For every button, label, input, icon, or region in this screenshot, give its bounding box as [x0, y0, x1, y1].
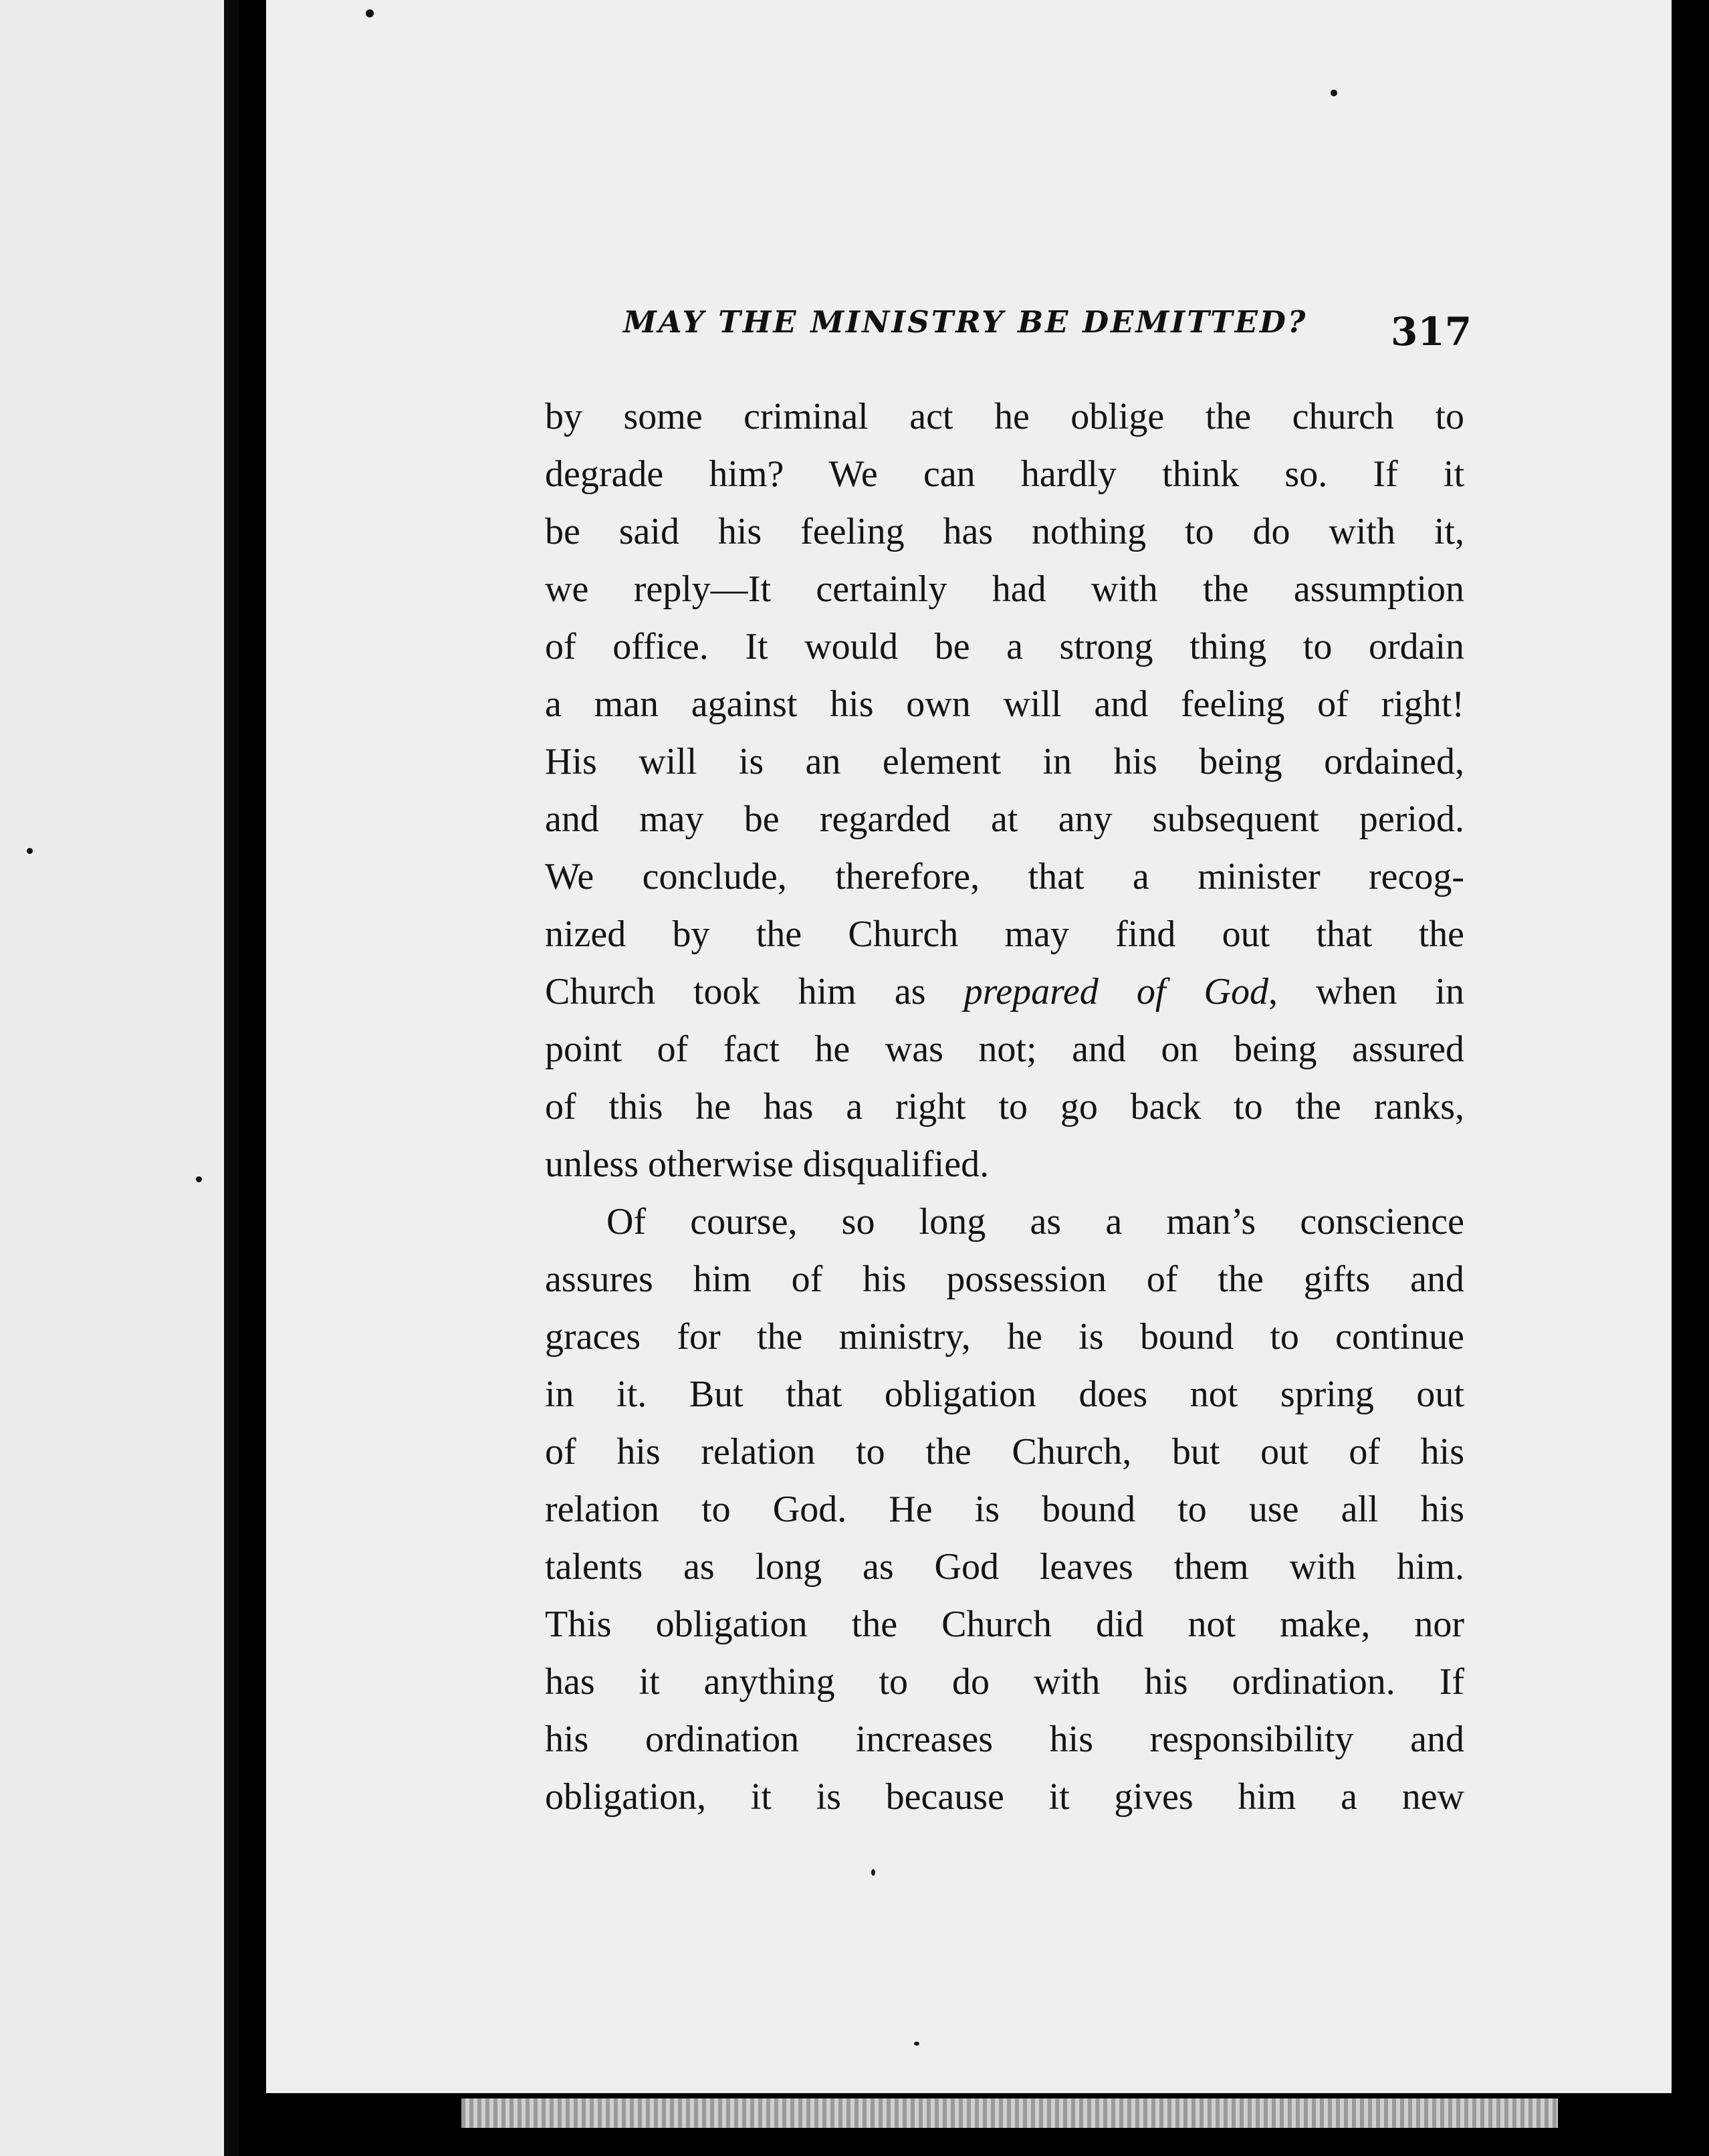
text-line: in it. But that obligation does not spring out — [545, 1374, 1464, 1415]
scan-border — [1672, 0, 1709, 2156]
scan-speck — [1331, 90, 1337, 96]
running-head: MAY THE MINISTRY BE DEMITTED? — [623, 304, 1308, 340]
text-line: his ordination increases his responsibility and — [545, 1719, 1464, 1760]
text-line: We conclude, therefore, that a minister recog- — [545, 856, 1464, 897]
text-line: unless otherwise disqualified. — [545, 1144, 990, 1185]
text-line: point of fact he was not; and on being assured — [545, 1029, 1464, 1070]
text-line: be said his feeling has nothing to do with it, — [545, 511, 1464, 552]
text-line: of this he has a right to go back to the ranks, — [545, 1086, 1464, 1127]
text-line: graces for the ministry, he is bound to continue — [545, 1316, 1464, 1358]
text-run: Church took him as — [545, 971, 964, 1012]
text-line: by some criminal act he oblige the church to — [545, 396, 1464, 437]
scan-speck — [27, 848, 33, 854]
text-line: This obligation the Church did not make, nor — [545, 1604, 1464, 1645]
text-line: we reply—It certainly had with the assumption — [545, 568, 1464, 610]
scan-speck — [366, 9, 374, 17]
text-line: talents as long as God leaves them with him. — [545, 1546, 1464, 1588]
text-line: nized by the Church may find out that the — [545, 913, 1464, 955]
page-stack-edge — [461, 2098, 1558, 2128]
gutter-shadow — [224, 0, 239, 2156]
text-run: , when in — [1268, 971, 1464, 1012]
scan-speck — [196, 1176, 202, 1182]
italic-phrase: prepared of God — [963, 971, 1268, 1012]
facing-page-edge — [0, 0, 224, 2156]
text-line: assures him of his possession of the gifts and — [545, 1259, 1464, 1300]
body-text — [545, 388, 1464, 1872]
text-line: of office. It would be a strong thing to ordain — [545, 626, 1464, 667]
text-line: Of course, so long as a man’s conscience — [606, 1201, 1464, 1243]
text-line: has it anything to do with his ordination. If — [545, 1661, 1464, 1703]
text-line: of his relation to the Church, but out of his — [545, 1431, 1464, 1473]
text-line: His will is an element in his being ordained, — [545, 741, 1464, 782]
text-line — [545, 963, 1464, 1020]
scan-speck — [914, 2042, 919, 2046]
text-line: obligation, it is because it gives him a new — [545, 1776, 1464, 1818]
text-line: a man against his own will and feeling of right! — [545, 683, 1464, 725]
text-line: and may be regarded at any subsequent period. — [545, 798, 1464, 840]
page-number: 317 — [1391, 309, 1472, 354]
text-line: degrade him? We can hardly think so. If it — [545, 453, 1464, 495]
text-line: relation to God. He is bound to use all his — [545, 1489, 1464, 1530]
